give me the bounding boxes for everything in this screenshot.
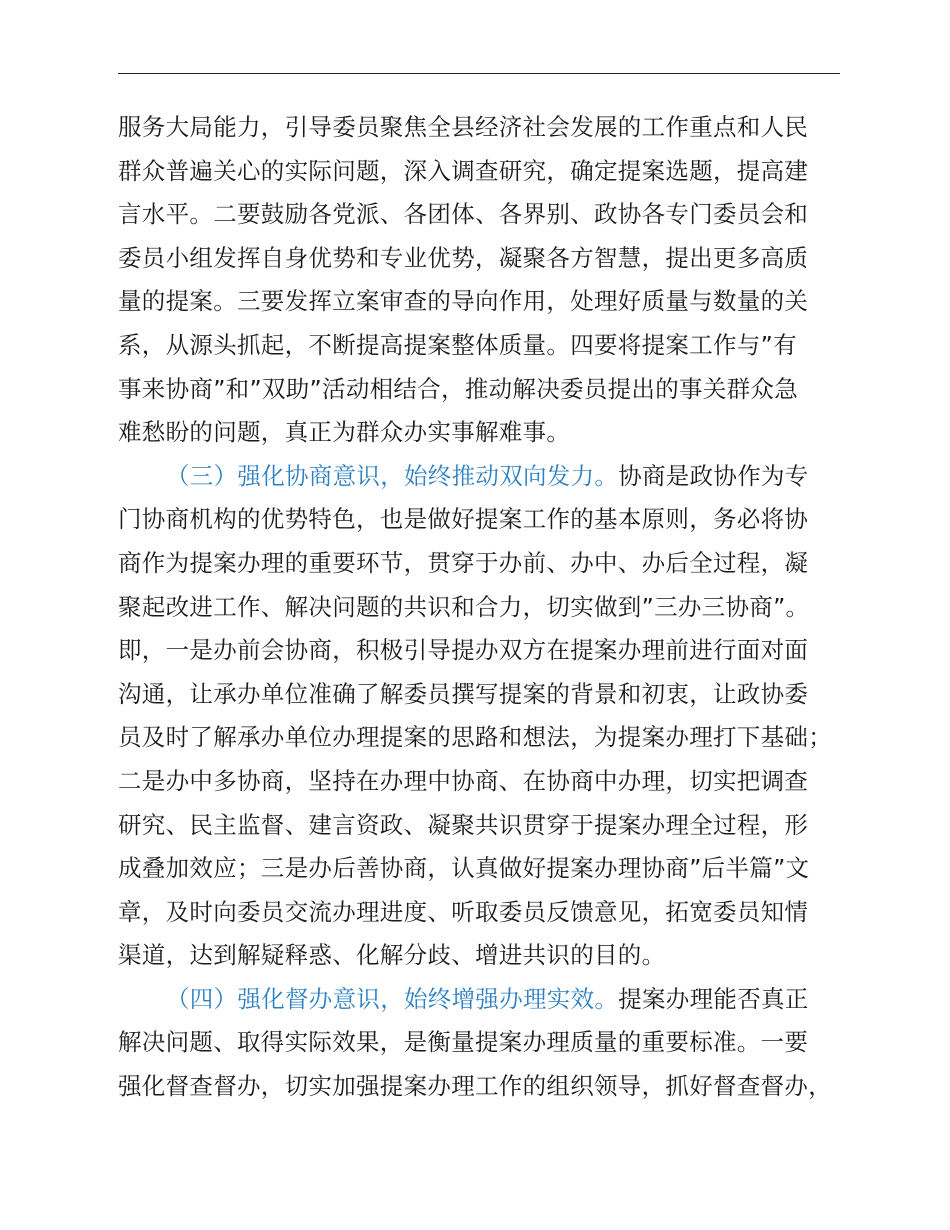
paragraph-line: 成叠加效应；三是办后善协商，认真做好提案办理协商”后半篇”文: [118, 854, 810, 883]
paragraph-line: 群众普遍关心的实际问题，深入调查研究，确定提案选题，提高建: [118, 156, 809, 185]
document-body: [118, 106, 840, 1109]
paragraph-line: 服务大局能力，引导委员聚焦全县经济社会发展的工作重点和人民: [118, 113, 809, 141]
paragraph-line: 事来协商”和”双助”活动相结合，推动解决委员提出的事关群众急: [118, 374, 799, 403]
paragraph-line: 研究、民主监督、建言资政、凝聚共识贯穿于提案办理全过程，形: [118, 810, 809, 839]
section-3-lead-text: 协商是政协作为专: [618, 461, 809, 490]
paragraph-line: 强化督查督办，切实加强提案办理工作的组织领导，抓好督查督办，: [118, 1072, 832, 1101]
section-3-first-line: [118, 455, 840, 499]
paragraph-line: 员及时了解承办单位办理提案的思路和想法，为提案办理打下基础；: [118, 723, 832, 752]
section-4-lead-text: 提案办理能否真正: [618, 984, 809, 1013]
paragraph-line: 解决问题、取得实际效果，是衡量提案办理质量的重要标准。一要: [118, 1028, 809, 1057]
paragraph-line: 章，及时向委员交流办理进度、听取委员反馈意见，拓宽委员知情: [118, 897, 809, 926]
paragraph-line: 渠道，达到解疑释惑、化解分歧、增进共识的目的。: [118, 941, 666, 970]
section-4-first-line: [118, 978, 840, 1022]
paragraph-line: 即，一是办前会协商，积极引导提办双方在提案办理前进行面对面: [118, 636, 809, 665]
paragraph-line: 二是办中多协商，坚持在办理中协商、在协商中办理，切实把调查: [118, 766, 809, 795]
paragraph-line: 系，从源头抓起，不断提高提案整体质量。四要将提案工作与”有: [118, 330, 797, 359]
section-4-heading: （四）强化督办意识，始终增强办理实效。: [166, 984, 619, 1013]
paragraph-line: 难愁盼的问题，真正为群众办实事解难事。: [118, 418, 571, 447]
paragraph-line: 聚起改进工作、解决问题的共识和合力，切实做到”三办三协商”。: [118, 592, 810, 621]
paragraph-line: 量的提案。三要发挥立案审查的导向作用，处理好质量与数量的关: [118, 287, 809, 316]
header-rule: [118, 73, 840, 74]
paragraph-line: 委员小组发挥自身优势和专业优势，凝聚各方智慧，提出更多高质: [118, 243, 809, 272]
paragraph-line: 沟通，让承办单位准确了解委员撰写提案的背景和初衷，让政协委: [118, 679, 809, 708]
paragraph-line: 言水平。二要鼓励各党派、各团体、各界别、政协各专门委员会和: [118, 200, 809, 229]
section-3-heading: （三）强化协商意识，始终推动双向发力。: [166, 461, 619, 490]
paragraph-line: 商作为提案办理的重要环节，贯穿于办前、办中、办后全过程，凝: [118, 548, 809, 577]
paragraph-line: 门协商机构的优势特色，也是做好提案工作的基本原则，务必将协: [118, 505, 809, 534]
